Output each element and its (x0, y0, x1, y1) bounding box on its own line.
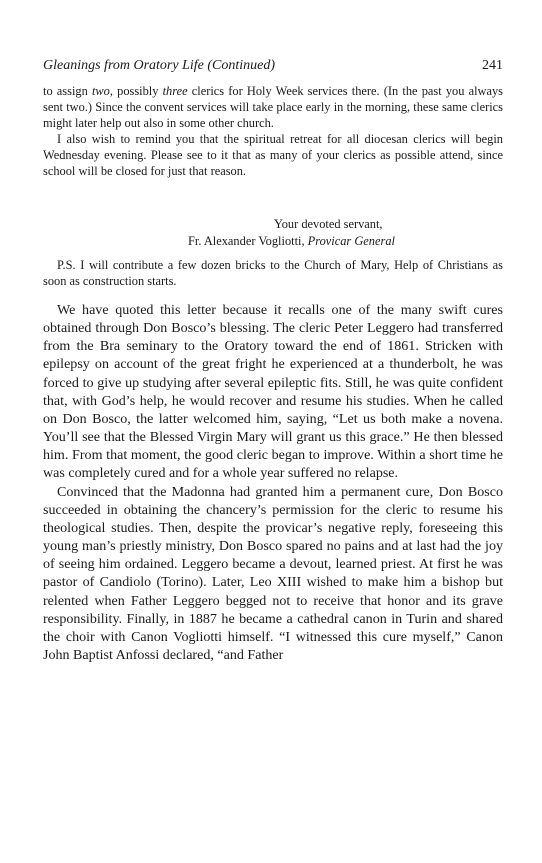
text-span: possibly (112, 84, 163, 98)
emphasis-two: two, (91, 84, 113, 98)
postscript (43, 257, 503, 289)
postscript-text: P.S. I will contribute a few dozen bricks to the Church of Mary, Help of Christians as soon as construction starts. (43, 258, 503, 289)
running-title: Gleanings from Oratory Life (Continued) (43, 58, 276, 73)
signature-title: Provicar General (307, 234, 395, 248)
running-header (43, 58, 503, 80)
text-span: to assign (43, 84, 92, 98)
body-paragraph: We have quoted this letter because it recalls one of the many swift cures obtained through Don Bosco’s blessing. The cleric Peter Leggero had transferred from the Bra seminary to the Oratory toward the end of 1861. Stricken with epilepsy on account of the great fright he experienced at a thunderbolt, he was forced to give up studying after several epileptic fits. Still, he was quite confident that, with God’s help, he would recover and resume his studies. When he called on Don Bosco, the latter welcomed him, saying, “Let us both make a novena. You’ll see that the Blessed Virgin Mary will grant us this grace.” He then blessed him. From that moment, the good cleric began to improve. Within a short time he was completely cured and for a whole year suffered no relapse. (43, 302, 503, 482)
body-text (43, 301, 503, 664)
letter-closing: Your devoted servant, (274, 217, 383, 231)
body-paragraph: Convinced that the Madonna had granted him a permanent cure, Don Bosco succeeded in obtaining the chancery’s permission for the cleric to resume his theological studies. Then, despite the provicar’s negative reply, foreseeing this young man’s priestly ministry, Don Bosco spared no pains and at last had the joy of seeing him ordained. Leggero became a devout, learned priest. At first he was pastor of Candiolo (Torino). Later, Leo XIII wished to make him a bishop but relented when Father Leggero begged not to receive that honor and its grave responsibility. Finally, in 1887 he became a cathedral canon in Turin and shared the choir with Canon Vogliotti himself. “I witnessed this cure myself,” Canon John Baptist Anfossi declared, “and Father (43, 483, 503, 663)
letter-paragraph (43, 83, 503, 131)
signature-name: Fr. Alexander Vogliotti, (188, 234, 308, 248)
letter-signature (188, 234, 395, 249)
emphasis-three: three (162, 84, 188, 98)
text-span: clerics for Holy Week services there. (In the past you always sent two.) Since the convent services will take place early in the morning, these same clerics might later help out also in some other church. (43, 84, 503, 131)
page-number: 241 (482, 58, 503, 73)
letter-paragraph: I also wish to remind you that the spiritual retreat for all diocesan clerics will begin Wednesday evening. Please see to it that as many of your clerics as possible attend, since school will be closed for just that reason. (43, 132, 503, 179)
letter-excerpt (43, 83, 503, 180)
